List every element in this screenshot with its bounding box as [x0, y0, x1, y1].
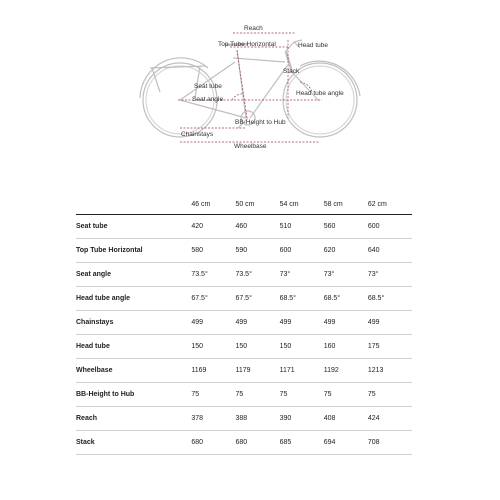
- cell: 1179: [235, 359, 279, 383]
- table-row: [76, 263, 412, 287]
- size-62: 62 cm: [368, 194, 412, 215]
- cell: 694: [324, 431, 368, 455]
- cell: 68.5°: [280, 287, 324, 311]
- cell: 499: [235, 311, 279, 335]
- label-head-tube: Head tube: [298, 42, 328, 49]
- cell: 68.5°: [324, 287, 368, 311]
- cell: 424: [368, 407, 412, 431]
- cell: 600: [280, 239, 324, 263]
- cell: 420: [191, 215, 235, 239]
- label-head-tube-angle: Head tube angle: [296, 90, 344, 97]
- row-label: Seat tube: [76, 215, 191, 239]
- cell: 388: [235, 407, 279, 431]
- cell: 67.5°: [191, 287, 235, 311]
- cell: 75: [191, 383, 235, 407]
- label-wheelbase: Wheelbase: [234, 143, 267, 150]
- table-row: [76, 215, 412, 239]
- cell: 75: [235, 383, 279, 407]
- cell: 708: [368, 431, 412, 455]
- bike-geometry-diagram: [0, 0, 500, 170]
- cell: 499: [280, 311, 324, 335]
- cell: 175: [368, 335, 412, 359]
- cell: 150: [280, 335, 324, 359]
- geometry-table: [76, 194, 412, 455]
- cell: 390: [280, 407, 324, 431]
- table-row: [76, 287, 412, 311]
- cell: 640: [368, 239, 412, 263]
- size-58: 58 cm: [324, 194, 368, 215]
- cell: 150: [191, 335, 235, 359]
- label-chainstays: Chainstays: [181, 131, 214, 138]
- cell: 600: [368, 215, 412, 239]
- table-row: [76, 311, 412, 335]
- size-54: 54 cm: [280, 194, 324, 215]
- geometry-labels: [181, 25, 344, 150]
- label-seat-angle: Seat angle: [192, 96, 224, 103]
- table-row: [76, 407, 412, 431]
- cell: 580: [191, 239, 235, 263]
- cell: 75: [280, 383, 324, 407]
- cell: 160: [324, 335, 368, 359]
- cell: 1213: [368, 359, 412, 383]
- row-label: Seat angle: [76, 263, 191, 287]
- cell: 680: [235, 431, 279, 455]
- cell: 620: [324, 239, 368, 263]
- cell: 73°: [324, 263, 368, 287]
- cell: 75: [368, 383, 412, 407]
- row-label: Chainstays: [76, 311, 191, 335]
- table-row: [76, 239, 412, 263]
- top-tube: [233, 58, 285, 62]
- label-bb-height: BB-Height to Hub: [235, 119, 286, 126]
- label-stack: Stack: [283, 68, 300, 75]
- cell: 510: [280, 215, 324, 239]
- table-row: [76, 431, 412, 455]
- seat-angle-arc: [232, 94, 244, 100]
- cell: 685: [280, 431, 324, 455]
- row-label: Head tube: [76, 335, 191, 359]
- table-row: [76, 383, 412, 407]
- cell: 499: [191, 311, 235, 335]
- cell: 68.5°: [368, 287, 412, 311]
- row-label: Stack: [76, 431, 191, 455]
- cell: 499: [324, 311, 368, 335]
- cell: 75: [324, 383, 368, 407]
- header-blank: [76, 194, 191, 215]
- cell: 408: [324, 407, 368, 431]
- cell: 67.5°: [235, 287, 279, 311]
- cell: 1169: [191, 359, 235, 383]
- cell: 378: [191, 407, 235, 431]
- cell: 680: [191, 431, 235, 455]
- table-row: [76, 335, 412, 359]
- cell: 73°: [368, 263, 412, 287]
- row-label: BB-Height to Hub: [76, 383, 191, 407]
- cell: 460: [235, 215, 279, 239]
- cell: 73°: [280, 263, 324, 287]
- cell: 150: [235, 335, 279, 359]
- cell: 73.5°: [191, 263, 235, 287]
- down-tube: [250, 66, 287, 118]
- row-label: Top Tube Horizontal: [76, 239, 191, 263]
- row-label: Wheelbase: [76, 359, 191, 383]
- cell: 1171: [280, 359, 324, 383]
- row-label: Reach: [76, 407, 191, 431]
- label-top-tube: Top Tube Horizontal: [218, 41, 276, 48]
- label-seat-tube: Seat tube: [194, 83, 222, 90]
- label-reach: Reach: [244, 25, 263, 32]
- cell: 590: [235, 239, 279, 263]
- row-label: Head tube angle: [76, 287, 191, 311]
- seat-tube: [237, 50, 246, 118]
- cell: 73.5°: [235, 263, 279, 287]
- cell: 1192: [324, 359, 368, 383]
- cell: 560: [324, 215, 368, 239]
- size-46: 46 cm: [191, 194, 235, 215]
- size-50: 50 cm: [235, 194, 279, 215]
- table-header-row: [76, 194, 412, 215]
- cell: 499: [368, 311, 412, 335]
- table-row: [76, 359, 412, 383]
